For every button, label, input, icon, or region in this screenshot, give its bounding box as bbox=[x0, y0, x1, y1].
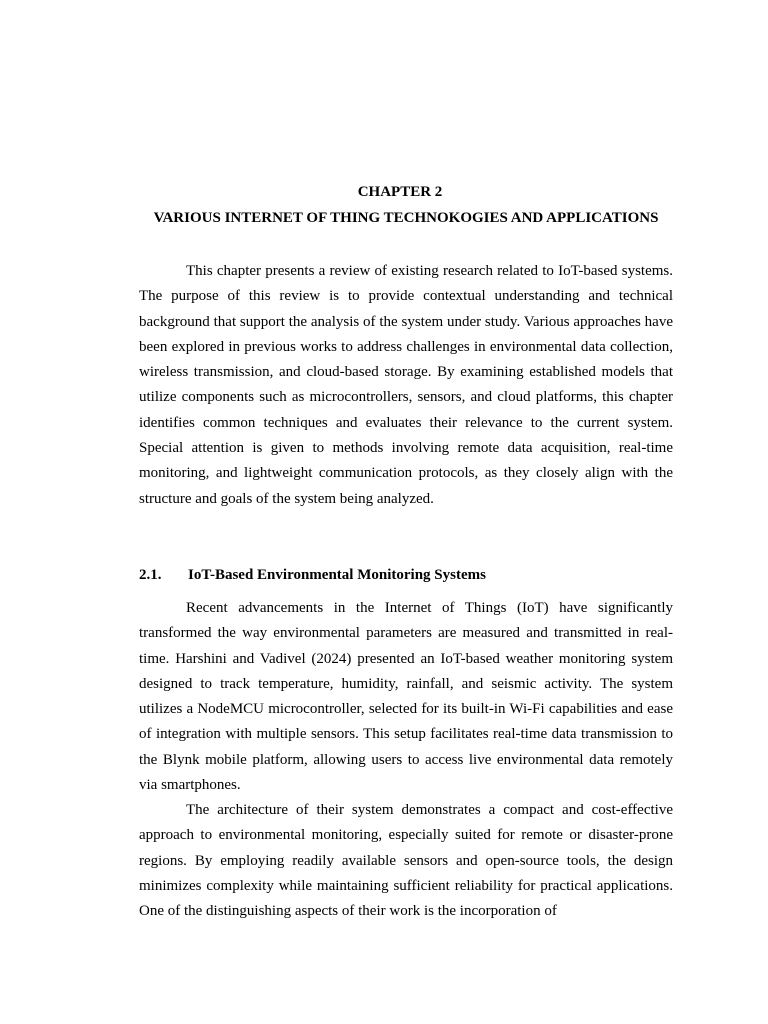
section-heading bbox=[139, 565, 486, 585]
body-paragraph: Recent advancements in the Internet of Things (IoT) have significantly transformed the way environmental parameters are measured and transmitted in real-time. Harshini and Vadivel (2024) presented an IoT-based weather monitoring system designed to track temperature, humidity, rainfall, and seismic activity. The system utilizes a NodeMCU microcontroller, selected for its built-in Wi-Fi capabilities and ease of integration with multiple sensors. This setup facilitates real-time data transmission to the Blynk mobile platform, allowing users to access live environmental data remotely via smartphones. bbox=[139, 600, 673, 794]
chapter-title: VARIOUS INTERNET OF THING TECHNOKOGIES AND APPLICATIONS bbox=[153, 210, 659, 226]
section-title: IoT-Based Environmental Monitoring Systems bbox=[188, 567, 486, 583]
body-paragraph: The architecture of their system demonstrates a compact and cost-effective approach to environmental monitoring, especially suited for remote or disaster-prone regions. By employing readily available sensors and open-source tools, the design minimizes complexity while maintaining sufficient reliability for practical applications. One of the distinguishing aspects of their work is the incorporation of bbox=[139, 802, 673, 920]
intro-paragraph: This chapter presents a review of existing research related to IoT-based systems. The purpose of this review is to provide contextual understanding and technical background that support the analysis of the system under study. Various approaches have been explored in previous works to address challenges in environmental data collection, wireless transmission, and cloud-based storage. By examining established models that utilize components such as microcontrollers, sensors, and cloud platforms, this chapter identifies common techniques and evaluates their relevance to the current system. Special attention is given to methods involving remote data acquisition, real-time monitoring, and lightweight communication protocols, as they closely align with the structure and goals of the system being analyzed. bbox=[139, 263, 673, 507]
chapter-number: CHAPTER 2 bbox=[357, 184, 443, 200]
section-number: 2.1. bbox=[139, 567, 162, 583]
